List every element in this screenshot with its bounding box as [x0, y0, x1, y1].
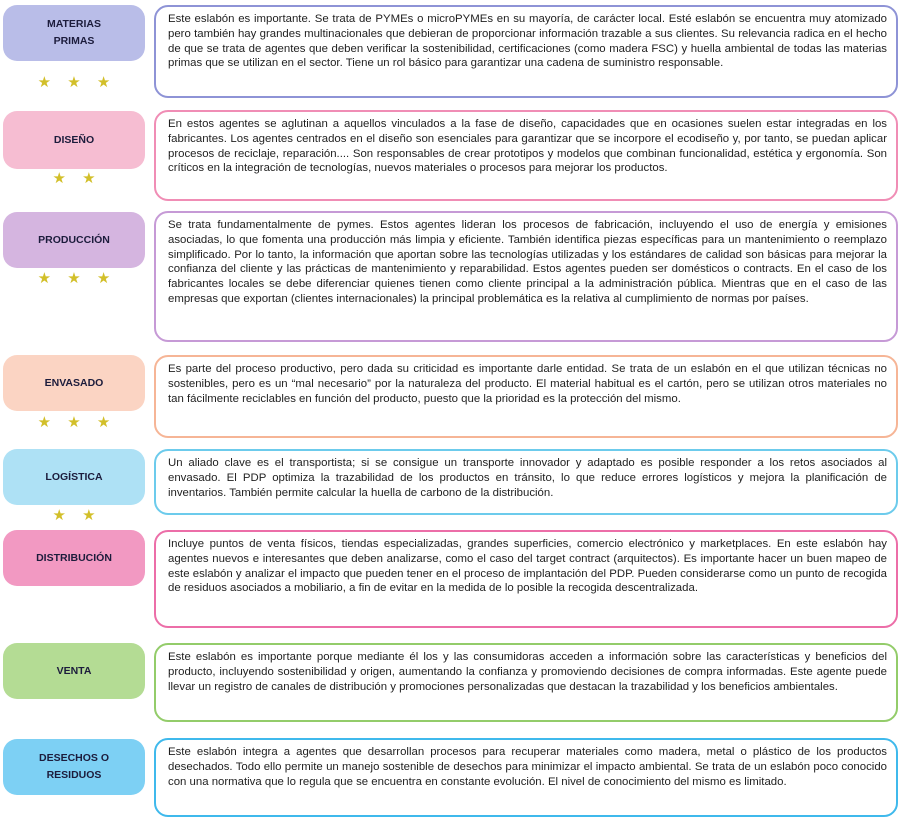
stage-label — [3, 111, 145, 169]
stage-description: Es parte del proceso productivo, pero dada su criticidad es importante darle entidad. Se trata de un eslabón en el que utilizan técnicas no sostenibles, pero es un “mal necesario” por la naturaleza del producto. El material habitual es el cartón, pero se utilizan otros materiales no tan fácilmente reciclables en función del producto, puesto que la prioridad es la protección del mismo. — [154, 355, 898, 438]
stage-stars: ★ ★ — [52, 170, 102, 187]
stage-label — [3, 355, 145, 411]
stage-description: Este eslabón es importante. Se trata de PYMEs o microPYMEs en su mayoría, de carácter local. Esté eslabón se encuentra muy atomizado pero también hay grandes multinacionales que debieran de proporcionar información trazable a sus clientes. Su relevancia radica en el hecho de que se trata de agentes que deben verificar la sostenibilidad, certificaciones (como madera FSC) y huella ambiental de todas las materias primas que se utilizan en el sector. Tiene un rol básico para garantizar una cadena de suministro responsable. — [154, 5, 898, 98]
stage-name: DISEÑO — [53, 133, 95, 146]
stage-label — [3, 212, 145, 268]
stage-description: En estos agentes se aglutinan a aquellos vinculados a la fase de diseño, capacidades que en ocasiones suelen estar integradas en los fabricantes. Los agentes centrados en el diseño son esenciales para garantizar que se incorpore el ecodiseño y, por tanto, se puedan aplicar procesos de reciclaje, reparación.... Son responsables de crear prototipos y modelos que combinan funcionalidad, estética y ergonomía. Son críticos en la integración de tecnologías, nuevos materiales o procesos para mejorar los productos. — [154, 110, 898, 201]
stage-description: Un aliado clave es el transportista; si se consigue un transporte innovador y adaptado es posible responder a los retos asociados al envasado. El PDP optimiza la trazabilidad de los productos en tránsito, lo que reduce errores logísticos y mejora la planificación de inventarios. También permite calcular la huella de carbono de la distribución. — [154, 449, 898, 515]
stage-label — [3, 530, 145, 586]
stage-description: Incluye puntos de venta físicos, tiendas especializadas, grandes superficies, comercio electrónico y marketplaces. En este eslabón hay agentes nuevos e interesantes que deben analizarse, como el caso del target contract (arquitectos). Es importante hacer un buen mapeo de este eslabón y analizar el impacto que pueden tener en el proceso de implantación del PDP. Pueden considerarse como un punto de recogida de residuos asociados a mobiliario, a fin de evitar en la medida de lo posible la recogida descentralizada. — [154, 530, 898, 628]
stage-stars: ★ ★ — [52, 507, 102, 524]
stage-name: MATERIAS PRIMAS — [46, 18, 102, 47]
stage-label — [3, 739, 145, 795]
stage-label — [3, 5, 145, 61]
stage-name: ENVASADO — [44, 376, 104, 389]
stage-name: DESECHOS O RESIDUOS — [38, 752, 109, 781]
stage-name: DISTRIBUCIÓN — [36, 551, 112, 564]
stage-description: Este eslabón integra a agentes que desarrollan procesos para recuperar materiales como madera, metal o plástico de los productos desechados. Todo ello permite un manejo sostenible de desechos para minimizar el impacto ambiental. Se trata de un eslabón poco conocido con una normativa que lo regula que se encuentra en constante evolución. El nivel de conocimiento del mismo es limitado. — [154, 738, 898, 817]
stage-name: VENTA — [56, 664, 92, 677]
stage-label — [3, 643, 145, 699]
stage-stars: ★ ★ ★ — [37, 270, 117, 287]
stage-name: PRODUCCIÓN — [38, 233, 110, 246]
stage-stars: ★ ★ ★ — [37, 74, 117, 91]
stage-label — [3, 449, 145, 505]
stage-name: LOGÍSTICA — [45, 470, 103, 483]
stage-description: Se trata fundamentalmente de pymes. Estos agentes lideran los procesos de fabricación, incluyendo el uso de energía y emisiones asociadas, lo que fomenta una producción más limpia y eficiente. También identifica piezas específicas para un mantenimiento o reemplazo simplificado. Por lo tanto, la información que aportan sobre las tecnologías utilizadas y los estándares de calidad son básicas para mejorar la confianza del cliente y las prácticas de mantenimiento y reparabilidad. Estos agentes pueden ser domésticos o contracts. En el caso de los fabricantes locales se debe diferenciar quienes tienen como cliente principal a la administración pública. Mientras que en el caso de las empresas que exportan (clientes internacionales) la principal problemática es la relativa al cumplimiento de normas por países. — [154, 211, 898, 342]
stage-description: Este eslabón es importante porque mediante él los y las consumidoras acceden a información sobre las características y beneficios del producto, incluyendo sostenibilidad y origen, aumentando la confianza y promoviendo decisiones de compra informadas. Este agente puede llevar un registro de canales de distribución y promociones personalizadas que destacan la trazabilidad y los beneficios ambientales. — [154, 643, 898, 722]
stage-stars: ★ ★ ★ — [37, 414, 117, 431]
